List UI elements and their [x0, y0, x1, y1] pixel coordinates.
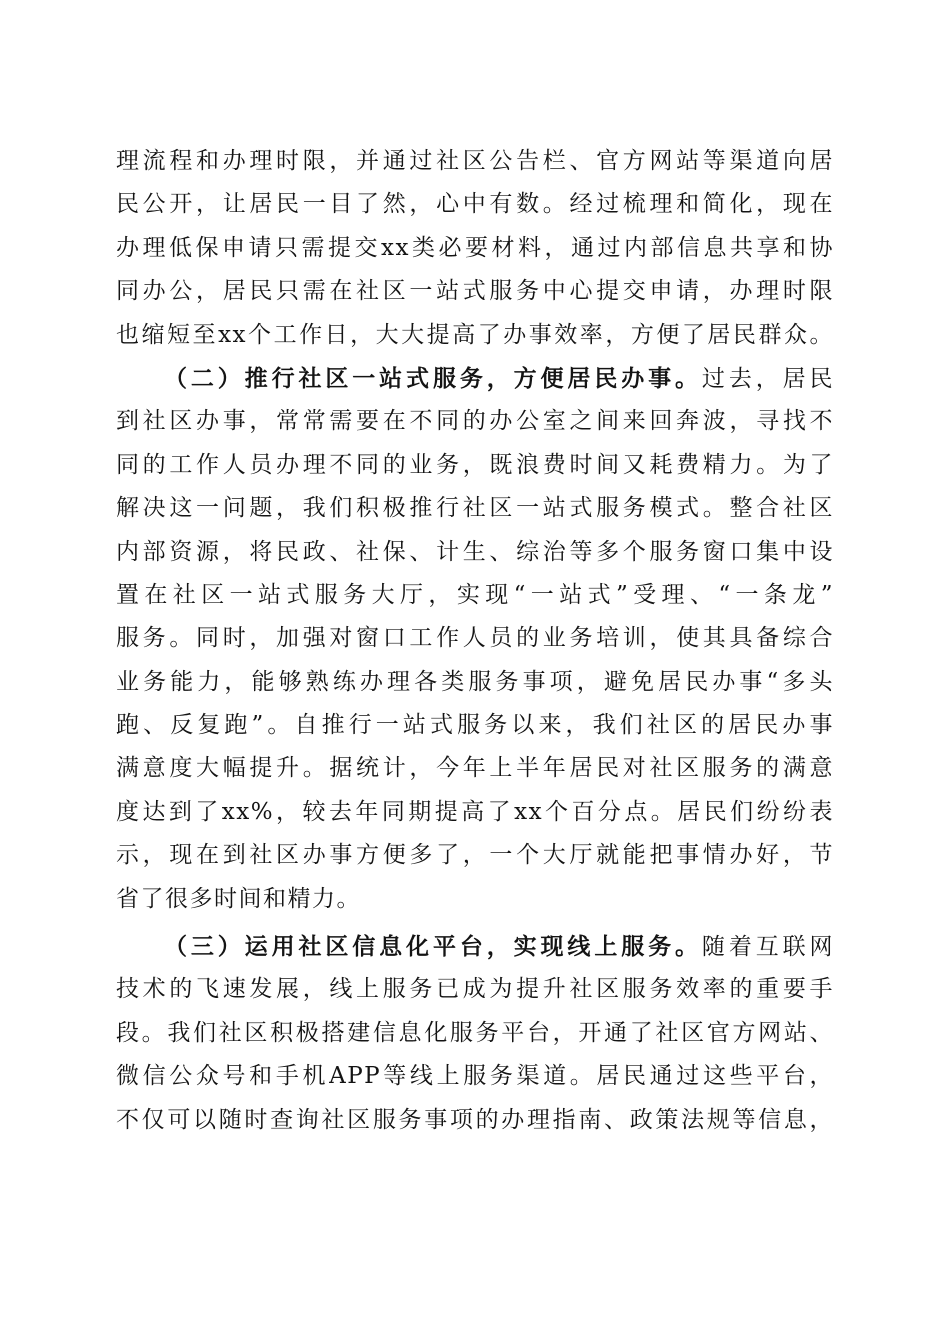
paragraph-2-first-line — [116, 357, 834, 400]
paragraph-3 — [116, 925, 834, 1142]
paragraph-1 — [116, 140, 834, 357]
text-line: 民公开，让居民一目了然，心中有数。经过梳理和简化，现在 — [116, 191, 834, 218]
text-line: 也缩短至xx个工作日，大大提高了办事效率，方便了居民群众。 — [116, 321, 834, 348]
text-line: 服务。同时，加强对窗口工作人员的业务培训，使其具备综合 — [116, 625, 834, 652]
text-line: 同的工作人员办理不同的业务，既浪费时间又耗费精力。为了 — [116, 451, 834, 478]
text-line: 示，现在到社区办事方便多了，一个大厅就能把事情办好，节 — [116, 842, 834, 869]
text-line: 到社区办事，常常需要在不同的办公室之间来回奔波，寻找不 — [116, 408, 834, 435]
paragraph-2 — [116, 357, 834, 921]
text-line: 办理低保申请只需提交xx类必要材料，通过内部信息共享和协 — [116, 234, 834, 261]
paragraph-3-lead: 随着互联网 — [701, 934, 835, 961]
text-line: 微信公众号和手机APP等线上服务渠道。居民通过这些平台， — [116, 1063, 834, 1090]
text-line: 理流程和办理时限，并通过社区公告栏、官方网站等渠道向居 — [116, 148, 834, 174]
text-line: 业务能力，能够熟练办理各类服务事项，避免居民办事“多头 — [116, 668, 834, 695]
document-body — [116, 140, 834, 1142]
section-heading-2: （二）推行社区一站式服务，方便居民办事。 — [164, 364, 702, 392]
text-line: 解决这一问题，我们积极推行社区一站式服务模式。整合社区 — [116, 495, 834, 522]
text-line: 不仅可以随时查询社区服务事项的办理指南、政策法规等信息， — [116, 1106, 834, 1133]
text-line: 内部资源，将民政、社保、计生、综治等多个服务窗口集中设 — [116, 538, 834, 565]
text-line: 同办公，居民只需在社区一站式服务中心提交申请，办理时限 — [116, 278, 834, 305]
text-line: 省了很多时间和精力。 — [116, 885, 361, 912]
section-heading-3: （三）运用社区信息化平台，实现线上服务。 — [164, 933, 702, 961]
text-line: 置在社区一站式服务大厅，实现“一站式”受理、“一条龙” — [116, 581, 834, 608]
text-line: 满意度大幅提升。据统计，今年上半年居民对社区服务的满意 — [116, 755, 834, 782]
text-line: 段。我们社区积极搭建信息化服务平台，开通了社区官方网站、 — [116, 1019, 834, 1046]
text-line: 跑、反复跑”。自推行一站式服务以来，我们社区的居民办事 — [116, 712, 834, 739]
paragraph-3-first-line — [116, 925, 834, 968]
paragraph-2-lead: 过去，居民 — [701, 365, 835, 392]
text-line: 技术的飞速发展，线上服务已成为提升社区服务效率的重要手 — [116, 976, 834, 1003]
text-line: 度达到了xx%，较去年同期提高了xx个百分点。居民们纷纷表 — [116, 798, 834, 825]
